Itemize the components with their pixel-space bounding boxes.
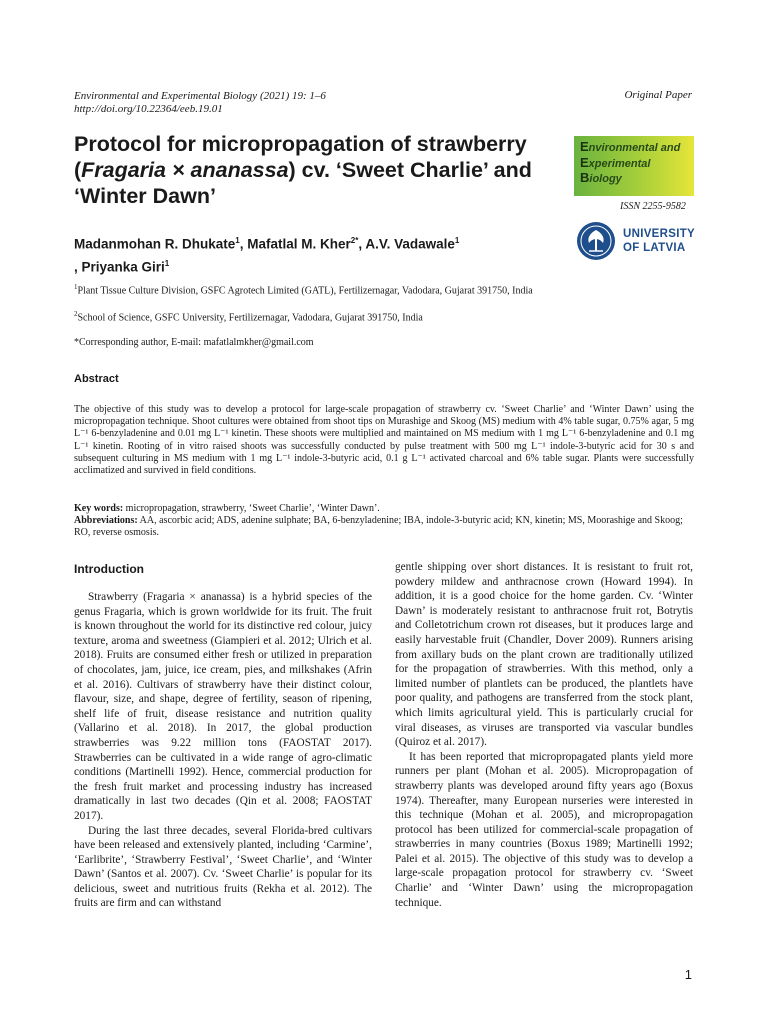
university-line-2: OF LATVIA <box>623 242 686 254</box>
title-species: Fragaria × ananassa <box>81 158 289 182</box>
affiliation-1-text: Plant Tissue Culture Division, GSFC Agrotech Limited (GATL), Fertilizernagar, Vadodara, Gujarat 391750, India <box>77 285 533 297</box>
abbreviations-label: Abbreviations: <box>74 515 138 527</box>
page-number: 1 <box>684 967 692 982</box>
affiliation-1 <box>74 281 534 297</box>
body-paragraph: Strawberry (Fragaria × ananassa) is a hybrid species of the genus Fragaria, which is grown worldwide for its fruit. The fruit is known throughout the world for its distinctive red colour, juicy texture, aroma and sweetness (Giampieri et al. 2012; Ulrich et al. 2018). Fruits are consumed either fresh or utilized in preparation of chocolates, jam, juice, ice cream, pies, and milkshakes (Afrin et al. 2016). Cultivars of strawberry have their distinct colour, flavour, size, and shape, degree of fertility, season of ripening, shelf life of fruit, disease resistance and nutrition quality (Vallarino et al. 2018). In 2017, the global production strawberries was 9.22 million tons (FAOSTAT 2017). Strawberries can be cultivated in a wide range of agro-climatic conditions (Martinelli 1992). Hence, commercial production for the fresh fruit market and processing industry has increased dramatically in last two decades (Qin et al. 2008; FAOSTAT 2017). <box>74 591 372 822</box>
university-name <box>623 227 695 255</box>
keywords-text: micropropagation, strawberry, ‘Sweet Charlie’, ‘Winter Dawn’. <box>123 503 380 514</box>
logo-cap-1: E <box>580 139 589 154</box>
author-2: , Mafatlal M. Kher <box>239 236 351 252</box>
abstract-heading: Abstract <box>74 373 119 385</box>
logo-line-3: iology <box>589 173 622 185</box>
author-3: , A.V. Vadawale <box>358 236 455 252</box>
introduction-heading: Introduction <box>74 562 144 576</box>
logo-line-1: nvironmental and <box>588 142 681 154</box>
author-4: , Priyanka Giri <box>74 259 165 274</box>
affiliation-2 <box>74 308 534 324</box>
author-list <box>74 231 524 276</box>
logo-cap-2: E <box>580 154 589 170</box>
keywords <box>74 503 694 515</box>
abbreviations-text: AA, ascorbic acid; ADS, adenine sulphate; BA, 6-benzyladenine; IBA, indole-3-butyric acid; KN, kinetin; MS, Moorashige and Skoog; RO, reverse osmosis. <box>74 515 683 539</box>
affiliation-1-number: 1 <box>74 283 78 291</box>
body-column-left <box>74 590 372 911</box>
author-4-affiliation: 1 <box>164 258 170 268</box>
title-part-1: Protocol for micropropagation of strawberry ( <box>74 132 527 182</box>
paper-type: Original Paper <box>624 89 692 101</box>
journal-citation: Environmental and Experimental Biology (2021) 19: 1–6 <box>74 90 326 102</box>
corresponding-author: *Corresponding author, E-mail: mafatlalmkher@gmail.com <box>74 337 314 348</box>
doi-link[interactable]: http://doi.org/10.22364/eeb.19.01 <box>74 103 223 115</box>
affiliation-2-text: School of Science, GSFC University, Fertilizernagar, Vadodara, Gujarat 391750, India <box>77 312 423 324</box>
body-paragraph: During the last three decades, several Florida-bred cultivars have been released and extensively planted, including ‘Carmine’, ‘Earlibrite’, ‘Strawberry Festival’, ‘Sweet Charlie’, and ‘Winter Dawn’ (Santos et al. 2007). Cv. ‘Sweet Charlie’ is popular for its delicious, sweet and nutritious fruits (Rekha et al. 2012). The fruits are firm and can withstand <box>74 824 372 910</box>
abbreviations <box>74 515 694 539</box>
abstract-text: The objective of this study was to develop a protocol for large-scale propagation of strawberry cv. ‘Sweet Charlie’ and ‘Winter Dawn’ using the micropropagation technique. Shoot cultures were obtained from shoot tips on Murashige and Skoog (MS) medium with 4% table sugar, 0.75% agar, 5 mg L⁻¹ 6-benzyladenine and 0.01 mg L⁻¹ kinetin. These shoots were multiplied and maintained on MS medium with 1 mg L⁻¹ 6-benzyladenine and 0.1 mg L⁻¹ kinetin. Rooting of in vitro raised shoots was successfully conducted by pulse treatment with 500 mg L⁻¹ indole-3-butyric acid for 30 s and subsequent culturing in MS medium with 1 mg L⁻¹ indole-3-butyric acid, 0.1 g L⁻¹ activated charcoal and 6% table sugar. Plants were successfully acclimatized and survived in field conditions. <box>74 404 694 477</box>
keywords-block <box>74 503 694 540</box>
body-column-right <box>395 560 693 910</box>
paper-title <box>74 131 544 209</box>
issn: ISSN 2255-9582 <box>620 201 686 212</box>
journal-logo-text <box>580 140 694 187</box>
body-paragraph: It has been reported that micropropagated plants yield more runners per plant (Mohan et al. 2005). Micropropagation of strawberry plants was developed around fifty years ago (Boxus 1974). Thereafter, many European nurseries were interested in this technique (Mohan et al. 2005), and micropropagation protocol has been utilized for commercial-scale propagation of strawberries in many countries (Boxus 1989; Martinelli 1992; Palei et al. 2015). The objective of this study was to develop a large-scale propagation protocol for strawberry cv. ‘Sweet Charlie’ and ‘Winter Dawn’ using the micropropagation technique. <box>395 750 693 909</box>
author-1: Madanmohan R. Dhukate <box>74 236 236 252</box>
affiliation-2-number: 2 <box>74 310 78 318</box>
title-part-2: ) cv. ‘Sweet Charlie’ and ‘Winter Dawn’ <box>74 158 532 208</box>
body-paragraph: gentle shipping over short distances. It is resistant to fruit rot, powdery mildew and anthracnose crown (Howard 1994). In addition, it is a good choice for the home garden. Cv. ‘Winter Dawn’ is moderately resistant to anthracnose fruit rot, Botrytis and Colletotrichum crown rot diseases, but it produces large and easily harvestable fruit (Chandler, Dover 2009). Runners arising from axillary buds on the plant crown are traditionally utilized for the propagation of strawberries. With this method, only a limited number of plantlets can be produced, the plantlets have poor quality, and pathogens are transferred from the stock plant, which limits agricultural yield. This is particularly crucial for viral diseases, as viruses are transported via vascular bundles (Quiroz et al. 2017). <box>395 561 693 749</box>
logo-cap-3: B <box>580 170 590 185</box>
logo-line-2: xperimental <box>588 157 651 170</box>
keywords-label: Key words: <box>74 503 124 514</box>
university-seal-icon <box>576 221 616 261</box>
corresponding-mark: * <box>355 236 359 245</box>
university-line-1: UNIVERSITY <box>623 228 696 240</box>
author-1-affiliation: 1 <box>235 236 240 245</box>
author-2-affiliation-number: 2 <box>350 236 356 245</box>
author-3-affiliation: 1 <box>454 236 460 245</box>
